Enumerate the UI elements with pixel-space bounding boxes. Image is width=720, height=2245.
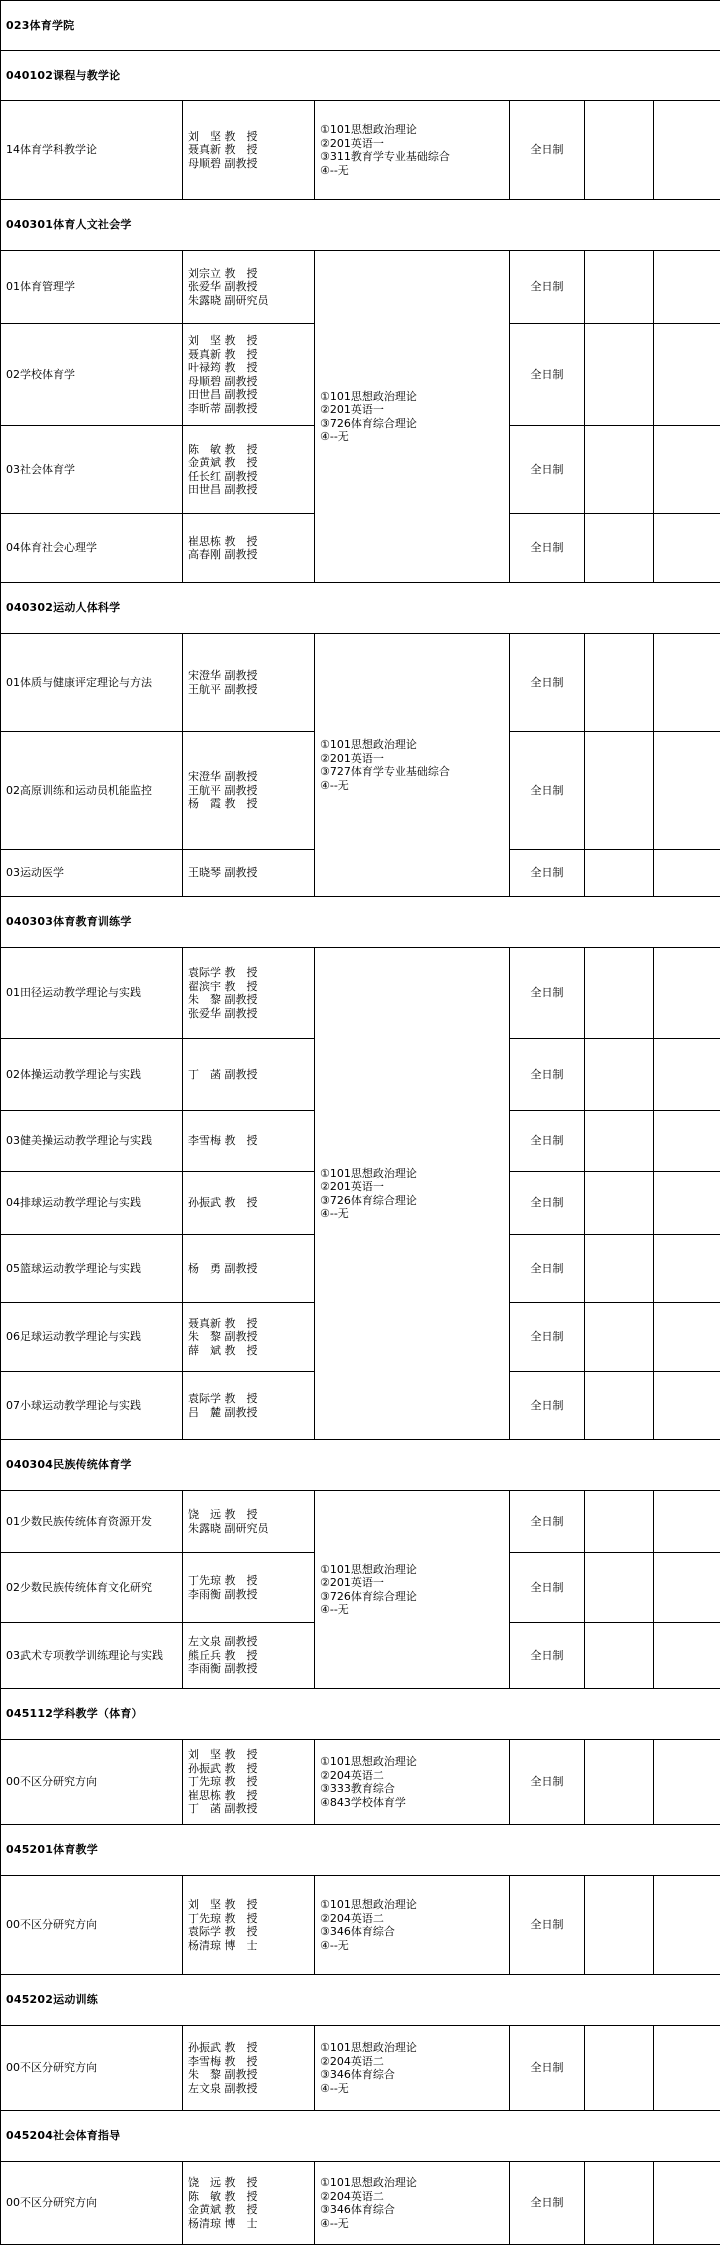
- exam-line: ②201英语一: [320, 1180, 504, 1194]
- empty-cell: [654, 1303, 720, 1372]
- major-name: 02体操运动教学理论与实践: [1, 1039, 183, 1111]
- section-title: 045201体育教学: [1, 1825, 720, 1876]
- tutor-list: [183, 1553, 315, 1623]
- college-header-row: [1, 1, 720, 51]
- major-name: 06足球运动教学理论与实践: [1, 1303, 183, 1372]
- major-name: 00不区分研究方向: [1, 1876, 183, 1975]
- tutor-line: 张爱华 副教授: [188, 280, 309, 294]
- empty-cell: [585, 1876, 654, 1975]
- empty-cell: [585, 101, 654, 200]
- tutor-line: 宋澄华 副教授: [188, 770, 309, 784]
- major-name: 03运动医学: [1, 850, 183, 897]
- tutor-list: [183, 101, 315, 200]
- tutor-list: [183, 850, 315, 897]
- major-name: 00不区分研究方向: [1, 2026, 183, 2111]
- section-header-row: [1, 897, 720, 948]
- tutor-line: 丁先琼 教 授: [188, 1912, 309, 1926]
- study-mode: 全日制: [510, 1553, 585, 1623]
- tutor-line: 刘 坚 教 授: [188, 334, 309, 348]
- tutor-line: 任长红 副教授: [188, 470, 309, 484]
- exam-line: ①101思想政治理论: [320, 2176, 504, 2190]
- program-row: [1, 1491, 720, 1553]
- exam-line: ②204英语二: [320, 2190, 504, 2204]
- empty-cell: [654, 1491, 720, 1553]
- empty-cell: [654, 948, 720, 1039]
- major-name: 03武术专项教学训练理论与实践: [1, 1623, 183, 1689]
- major-name: 00不区分研究方向: [1, 2162, 183, 2245]
- exam-line: ①101思想政治理论: [320, 2041, 504, 2055]
- college-title: 023体育学院: [1, 1, 720, 51]
- empty-cell: [585, 324, 654, 426]
- tutor-list: [183, 634, 315, 732]
- program-row: [1, 1740, 720, 1825]
- section-header-row: [1, 1975, 720, 2026]
- tutor-list: [183, 1491, 315, 1553]
- tutor-line: 孙振武 教 授: [188, 2041, 309, 2055]
- major-name: 04体育社会心理学: [1, 514, 183, 583]
- exam-subjects: [315, 2162, 510, 2245]
- program-row: [1, 2162, 720, 2245]
- tutor-list: [183, 948, 315, 1039]
- section-header-row: [1, 200, 720, 251]
- tutor-line: 孙振武 教 授: [188, 1196, 309, 1210]
- tutor-line: 李昕蒂 副教授: [188, 402, 309, 416]
- major-name: 01体质与健康评定理论与方法: [1, 634, 183, 732]
- exam-line: ②201英语一: [320, 1576, 504, 1590]
- tutor-list: [183, 1235, 315, 1303]
- tutor-line: 丁 菡 副教授: [188, 1802, 309, 1816]
- major-name: 02少数民族传统体育文化研究: [1, 1553, 183, 1623]
- tutor-list: [183, 732, 315, 850]
- exam-line: ③311教育学专业基础综合: [320, 150, 504, 164]
- exam-subjects: [315, 101, 510, 200]
- empty-cell: [585, 2162, 654, 2245]
- study-mode: 全日制: [510, 1740, 585, 1825]
- tutor-line: 翟滨宇 教 授: [188, 980, 309, 994]
- empty-cell: [654, 101, 720, 200]
- section-title: 040302运动人体科学: [1, 583, 720, 634]
- tutor-list: [183, 1303, 315, 1372]
- empty-cell: [585, 1111, 654, 1172]
- tutor-line: 李雨衡 副教授: [188, 1588, 309, 1602]
- study-mode: 全日制: [510, 1876, 585, 1975]
- tutor-line: 朱 黎 副教授: [188, 2068, 309, 2082]
- empty-cell: [585, 1740, 654, 1825]
- empty-cell: [654, 1172, 720, 1235]
- exam-line: ④--无: [320, 1207, 504, 1221]
- major-name: 01体育管理学: [1, 251, 183, 324]
- section-title: 045204社会体育指导: [1, 2111, 720, 2162]
- empty-cell: [585, 850, 654, 897]
- empty-cell: [585, 732, 654, 850]
- empty-cell: [585, 1303, 654, 1372]
- tutor-line: 熊丘兵 教 授: [188, 1649, 309, 1663]
- tutor-line: 袁际学 教 授: [188, 1925, 309, 1939]
- empty-cell: [585, 251, 654, 324]
- section-header-row: [1, 1825, 720, 1876]
- tutor-line: 张爱华 副教授: [188, 1007, 309, 1021]
- program-row: [1, 948, 720, 1039]
- tutor-line: 聂真新 教 授: [188, 143, 309, 157]
- exam-line: ②204英语二: [320, 1769, 504, 1783]
- tutor-list: [183, 1172, 315, 1235]
- exam-line: ③726体育综合理论: [320, 1590, 504, 1604]
- exam-line: ③726体育综合理论: [320, 1194, 504, 1208]
- tutor-line: 李雪梅 教 授: [188, 2055, 309, 2069]
- section-header-row: [1, 51, 720, 101]
- tutor-line: 王航平 副教授: [188, 683, 309, 697]
- tutor-line: 丁 菡 副教授: [188, 1068, 309, 1082]
- program-row: [1, 101, 720, 200]
- tutor-line: 左文泉 副教授: [188, 2082, 309, 2096]
- tutor-line: 左文泉 副教授: [188, 1635, 309, 1649]
- exam-line: ②204英语二: [320, 1912, 504, 1926]
- major-name: 03健美操运动教学理论与实践: [1, 1111, 183, 1172]
- exam-subjects: [315, 251, 510, 583]
- tutor-line: 王航平 副教授: [188, 784, 309, 798]
- study-mode: 全日制: [510, 1491, 585, 1553]
- empty-cell: [585, 1491, 654, 1553]
- exam-line: ①101思想政治理论: [320, 738, 504, 752]
- empty-cell: [654, 514, 720, 583]
- empty-cell: [654, 732, 720, 850]
- tutor-line: 刘 坚 教 授: [188, 130, 309, 144]
- tutor-line: 杨 勇 副教授: [188, 1262, 309, 1276]
- section-title: 040102课程与教学论: [1, 51, 720, 101]
- section-title: 045202运动训练: [1, 1975, 720, 2026]
- study-mode: 全日制: [510, 1623, 585, 1689]
- tutor-line: 田世昌 副教授: [188, 388, 309, 402]
- exam-line: ③346体育综合: [320, 1925, 504, 1939]
- exam-line: ④--无: [320, 2217, 504, 2231]
- study-mode: 全日制: [510, 1172, 585, 1235]
- major-name: 01少数民族传统体育资源开发: [1, 1491, 183, 1553]
- section-title: 045112学科教学（体育）: [1, 1689, 720, 1740]
- major-name: 02学校体育学: [1, 324, 183, 426]
- study-mode: 全日制: [510, 426, 585, 514]
- empty-cell: [585, 514, 654, 583]
- tutor-list: [183, 2162, 315, 2245]
- empty-cell: [654, 1553, 720, 1623]
- tutor-line: 刘 坚 教 授: [188, 1748, 309, 1762]
- tutor-line: 丁先琼 教 授: [188, 1775, 309, 1789]
- tutor-line: 金黄斌 教 授: [188, 456, 309, 470]
- major-name: 07小球运动教学理论与实践: [1, 1372, 183, 1440]
- tutor-line: 崔思栋 教 授: [188, 535, 309, 549]
- tutor-line: 刘 坚 教 授: [188, 1898, 309, 1912]
- empty-cell: [654, 1876, 720, 1975]
- tutor-line: 陈 敏 教 授: [188, 443, 309, 457]
- empty-cell: [654, 324, 720, 426]
- empty-cell: [654, 850, 720, 897]
- empty-cell: [585, 948, 654, 1039]
- exam-line: ④--无: [320, 779, 504, 793]
- program-row: [1, 2026, 720, 2111]
- empty-cell: [585, 1553, 654, 1623]
- section-title: 040301体育人文社会学: [1, 200, 720, 251]
- exam-subjects: [315, 1740, 510, 1825]
- exam-line: ①101思想政治理论: [320, 390, 504, 404]
- exam-line: ④--无: [320, 430, 504, 444]
- section-header-row: [1, 583, 720, 634]
- tutor-line: 宋澄华 副教授: [188, 669, 309, 683]
- tutor-list: [183, 1372, 315, 1440]
- tutor-list: [183, 1740, 315, 1825]
- tutor-line: 饶 远 教 授: [188, 2176, 309, 2190]
- exam-line: ③726体育综合理论: [320, 417, 504, 431]
- tutor-line: 母顺碧 副教授: [188, 375, 309, 389]
- empty-cell: [654, 2162, 720, 2245]
- major-name: 01田径运动教学理论与实践: [1, 948, 183, 1039]
- exam-line: ②204英语二: [320, 2055, 504, 2069]
- exam-line: ①101思想政治理论: [320, 1167, 504, 1181]
- empty-cell: [654, 1111, 720, 1172]
- program-row: [1, 1876, 720, 1975]
- exam-line: ②201英语一: [320, 752, 504, 766]
- tutor-line: 田世昌 副教授: [188, 483, 309, 497]
- tutor-line: 李雨衡 副教授: [188, 1662, 309, 1676]
- major-name: 02高原训练和运动员机能监控: [1, 732, 183, 850]
- major-name: 04排球运动教学理论与实践: [1, 1172, 183, 1235]
- exam-line: ③346体育综合: [320, 2203, 504, 2217]
- tutor-line: 杨 霞 教 授: [188, 797, 309, 811]
- study-mode: 全日制: [510, 2162, 585, 2245]
- tutor-line: 朱露晓 副研究员: [188, 1522, 309, 1536]
- major-name: 03社会体育学: [1, 426, 183, 514]
- exam-line: ②201英语一: [320, 403, 504, 417]
- study-mode: 全日制: [510, 1303, 585, 1372]
- tutor-line: 吕 麓 副教授: [188, 1406, 309, 1420]
- empty-cell: [585, 1172, 654, 1235]
- exam-line: ①101思想政治理论: [320, 1898, 504, 1912]
- study-mode: 全日制: [510, 1372, 585, 1440]
- tutor-line: 袁际学 教 授: [188, 966, 309, 980]
- exam-subjects: [315, 634, 510, 897]
- tutor-line: 朱露晓 副研究员: [188, 294, 309, 308]
- empty-cell: [654, 1740, 720, 1825]
- exam-line: ④--无: [320, 1603, 504, 1617]
- program-row: [1, 251, 720, 324]
- section-title: 040304民族传统体育学: [1, 1440, 720, 1491]
- tutor-line: 金黄斌 教 授: [188, 2203, 309, 2217]
- empty-cell: [654, 426, 720, 514]
- tutor-list: [183, 1623, 315, 1689]
- study-mode: 全日制: [510, 514, 585, 583]
- tutor-line: 母顺碧 副教授: [188, 157, 309, 171]
- exam-line: ①101思想政治理论: [320, 123, 504, 137]
- program-row: [1, 634, 720, 732]
- tutor-line: 丁先琼 教 授: [188, 1574, 309, 1588]
- tutor-list: [183, 1111, 315, 1172]
- empty-cell: [585, 2026, 654, 2111]
- tutor-line: 崔思栋 教 授: [188, 1789, 309, 1803]
- empty-cell: [585, 1623, 654, 1689]
- tutor-list: [183, 1876, 315, 1975]
- empty-cell: [585, 634, 654, 732]
- study-mode: 全日制: [510, 732, 585, 850]
- exam-line: ①101思想政治理论: [320, 1755, 504, 1769]
- exam-line: ④--无: [320, 164, 504, 178]
- tutor-line: 饶 远 教 授: [188, 1508, 309, 1522]
- section-header-row: [1, 1689, 720, 1740]
- study-mode: 全日制: [510, 1111, 585, 1172]
- tutor-line: 聂真新 教 授: [188, 348, 309, 362]
- study-mode: 全日制: [510, 251, 585, 324]
- study-mode: 全日制: [510, 948, 585, 1039]
- exam-line: ③727体育学专业基础综合: [320, 765, 504, 779]
- empty-cell: [585, 1372, 654, 1440]
- empty-cell: [654, 1623, 720, 1689]
- major-name: 00不区分研究方向: [1, 1740, 183, 1825]
- exam-subjects: [315, 1876, 510, 1975]
- study-mode: 全日制: [510, 850, 585, 897]
- empty-cell: [585, 1039, 654, 1111]
- study-mode: 全日制: [510, 101, 585, 200]
- empty-cell: [654, 2026, 720, 2111]
- study-mode: 全日制: [510, 1235, 585, 1303]
- empty-cell: [654, 1235, 720, 1303]
- exam-line: ③333教育综合: [320, 1782, 504, 1796]
- major-name: 05篮球运动教学理论与实践: [1, 1235, 183, 1303]
- exam-line: ④843学校体育学: [320, 1796, 504, 1810]
- exam-line: ④--无: [320, 1939, 504, 1953]
- empty-cell: [654, 634, 720, 732]
- study-mode: 全日制: [510, 324, 585, 426]
- tutor-line: 王晓琴 副教授: [188, 866, 309, 880]
- empty-cell: [654, 1039, 720, 1111]
- exam-line: ④--无: [320, 2082, 504, 2096]
- tutor-list: [183, 514, 315, 583]
- tutor-line: 高春刚 副教授: [188, 548, 309, 562]
- empty-cell: [585, 1235, 654, 1303]
- tutor-line: 陈 敏 教 授: [188, 2190, 309, 2204]
- major-name: 14体育学科教学论: [1, 101, 183, 200]
- section-header-row: [1, 2111, 720, 2162]
- exam-subjects: [315, 948, 510, 1440]
- tutor-list: [183, 426, 315, 514]
- exam-subjects: [315, 1491, 510, 1689]
- tutor-line: 杨清琼 博 士: [188, 2217, 309, 2231]
- exam-line: ③346体育综合: [320, 2068, 504, 2082]
- tutor-line: 薛 斌 教 授: [188, 1344, 309, 1358]
- tutor-line: 孙振武 教 授: [188, 1762, 309, 1776]
- tutor-line: 李雪梅 教 授: [188, 1134, 309, 1148]
- tutor-line: 杨清琼 博 士: [188, 1939, 309, 1953]
- section-header-row: [1, 1440, 720, 1491]
- section-title: 040303体育教育训练学: [1, 897, 720, 948]
- tutor-line: 刘宗立 教 授: [188, 267, 309, 281]
- tutor-line: 朱 黎 副教授: [188, 1330, 309, 1344]
- tutor-line: 朱 黎 副教授: [188, 993, 309, 1007]
- empty-cell: [585, 426, 654, 514]
- exam-line: ②201英语一: [320, 137, 504, 151]
- tutor-line: 叶禄筠 教 授: [188, 361, 309, 375]
- tutor-line: 袁际学 教 授: [188, 1392, 309, 1406]
- tutor-list: [183, 1039, 315, 1111]
- study-mode: 全日制: [510, 2026, 585, 2111]
- empty-cell: [654, 251, 720, 324]
- exam-line: ①101思想政治理论: [320, 1563, 504, 1577]
- study-mode: 全日制: [510, 1039, 585, 1111]
- tutor-list: [183, 251, 315, 324]
- tutor-line: 聂真新 教 授: [188, 1317, 309, 1331]
- tutor-list: [183, 2026, 315, 2111]
- study-mode: 全日制: [510, 634, 585, 732]
- tutor-list: [183, 324, 315, 426]
- exam-subjects: [315, 2026, 510, 2111]
- empty-cell: [654, 1372, 720, 1440]
